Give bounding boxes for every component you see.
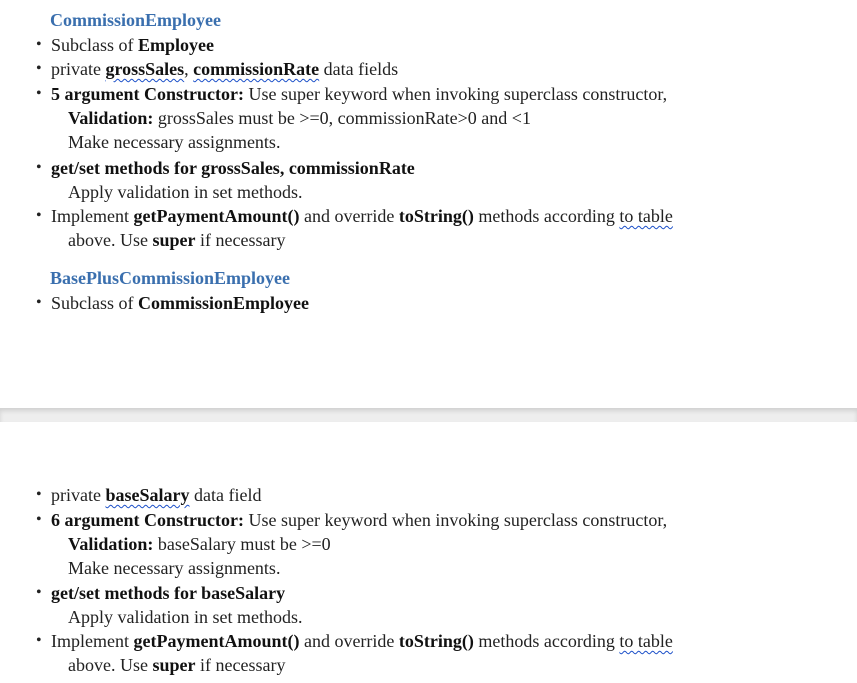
text-line: get/set methods for baseSalary bbox=[51, 583, 286, 603]
text-line: above. Use super if necessary bbox=[68, 655, 286, 675]
text-line: Subclass of Employee bbox=[51, 35, 214, 55]
text-line: 5 argument Constructor: Use super keyword when invoking superclass constructor, bbox=[51, 84, 668, 104]
spellcheck-word: to table bbox=[619, 631, 673, 651]
text-line: private baseSalary data field bbox=[51, 485, 262, 505]
text-line: above. Use super if necessary bbox=[68, 230, 286, 250]
document-page-bottom bbox=[0, 422, 857, 683]
text-line: Make necessary assignments. bbox=[68, 558, 281, 578]
page-break bbox=[0, 408, 857, 422]
bullet: • bbox=[36, 486, 42, 503]
bullet: • bbox=[36, 584, 42, 601]
spellcheck-word: grossSales bbox=[105, 59, 185, 79]
text-line: Validation: grossSales must be >=0, commissionRate>0 and <1 bbox=[68, 108, 531, 128]
text-line: Validation: baseSalary must be >=0 bbox=[68, 534, 331, 554]
text-line: Implement getPaymentAmount() and override toString() methods according to table bbox=[51, 631, 673, 651]
bullet: • bbox=[36, 294, 42, 311]
text-line: Apply validation in set methods. bbox=[68, 182, 303, 202]
bullet: • bbox=[36, 60, 42, 77]
bullet: • bbox=[36, 85, 42, 102]
bullet: • bbox=[36, 511, 42, 528]
text-line: Make necessary assignments. bbox=[68, 132, 281, 152]
bullet: • bbox=[36, 159, 42, 176]
bullet: • bbox=[36, 632, 42, 649]
text-line: get/set methods for grossSales, commissionRate bbox=[51, 158, 415, 178]
spellcheck-word: to table bbox=[619, 206, 673, 226]
bullet: • bbox=[36, 36, 42, 53]
text-line: 6 argument Constructor: Use super keyword when invoking superclass constructor, bbox=[51, 510, 668, 530]
spellcheck-word: commissionRate bbox=[193, 59, 320, 79]
heading-commission-employee: CommissionEmployee bbox=[50, 10, 221, 30]
text-line: Apply validation in set methods. bbox=[68, 607, 303, 627]
text-line: Implement getPaymentAmount() and override toString() methods according to table bbox=[51, 206, 673, 226]
heading-base-plus-commission-employee: BasePlusCommissionEmployee bbox=[50, 268, 291, 288]
text-line: private grossSales, commissionRate data fields bbox=[51, 59, 399, 79]
spellcheck-word: baseSalary bbox=[105, 485, 190, 505]
text-line: Subclass of CommissionEmployee bbox=[51, 293, 309, 313]
bullet: • bbox=[36, 207, 42, 224]
